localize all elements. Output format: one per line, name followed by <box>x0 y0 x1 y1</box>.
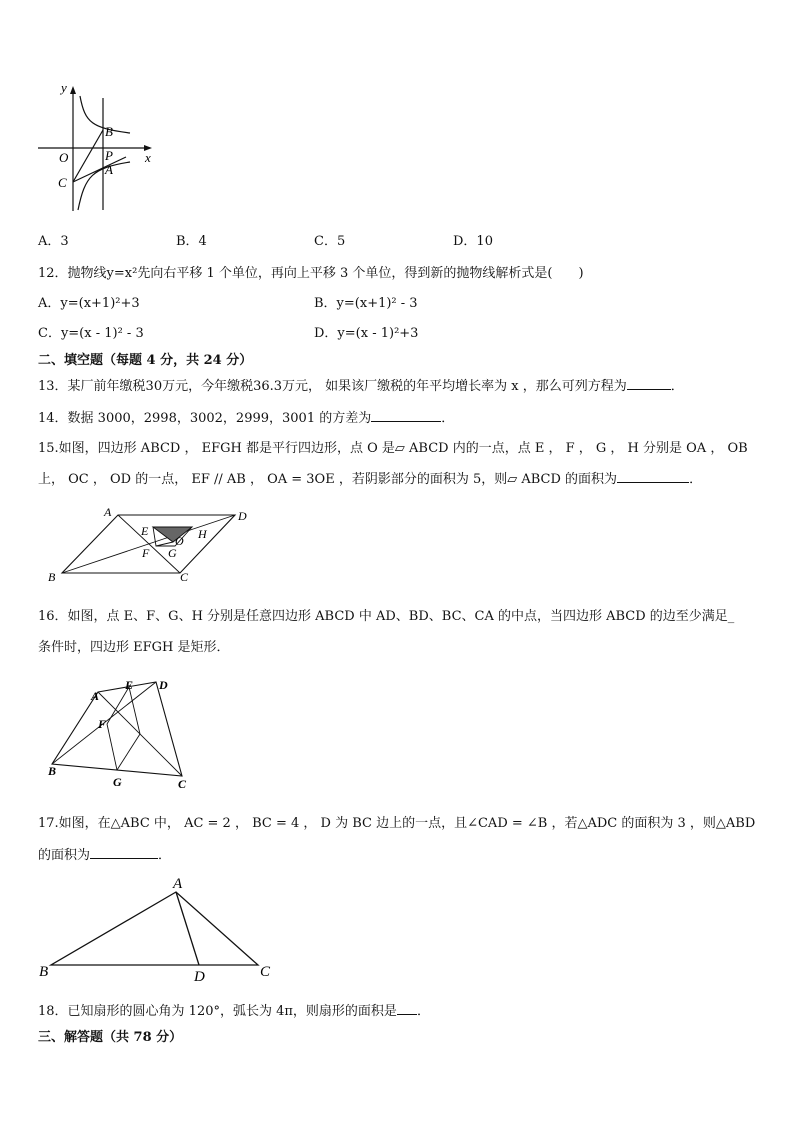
q17-figure <box>36 872 286 984</box>
section-answer-title: 三、解答题（共 78 分） <box>38 1030 183 1045</box>
q16-label-f: F <box>98 717 107 731</box>
q16-label-a: A <box>91 689 100 703</box>
q13-stem: 13．某厂前年缴税30万元，今年缴税36.3万元， 如果该厂缴税的年平均增长率为 x ，那么可列方程为 <box>38 379 627 394</box>
q17-label-d: D <box>194 969 205 984</box>
q15-label-e: E <box>141 524 149 538</box>
q13-answer-blank[interactable] <box>627 377 671 390</box>
q16-label-b: B <box>48 764 57 778</box>
q11-label-o: O <box>59 150 69 165</box>
q15-end: ． <box>689 472 703 487</box>
q16-label-c: C <box>178 777 187 791</box>
q17-stem-2: 的面积为 <box>38 848 91 863</box>
q11-label-x: x <box>145 150 151 165</box>
q15-line2 <box>38 468 702 487</box>
section-fill-in-title: 二、填空题（每题 4 分，共 24 分） <box>38 353 253 368</box>
q17-label-a: A <box>173 876 183 892</box>
q11-label-y: y <box>61 80 67 95</box>
q13-end: ． <box>670 379 684 394</box>
q14-end: ． <box>441 411 455 426</box>
q18-answer-blank[interactable] <box>397 1002 417 1015</box>
q11-option-d: D．10 <box>453 234 493 249</box>
q11-option-c: C．5 <box>314 234 346 249</box>
q11-label-a: A <box>105 162 113 177</box>
q11-option-b: B．4 <box>176 234 207 249</box>
q16-line1: 16．如图，点 E、F、G、H 分别是任意四边形 ABCD 中 AD、BD、BC、CA 的中点，当四边形 ABCD 的边至少满足_ <box>38 609 735 624</box>
q18-end: ． <box>416 1004 430 1019</box>
q18-stem: 18．已知扇形的圆心角为 120°，弧长为 4π，则扇形的面积是 <box>38 1004 397 1019</box>
q17-line2 <box>38 844 171 863</box>
q17-label-b: B <box>39 964 49 980</box>
q15-label-b: B <box>48 570 56 584</box>
q16-label-d: D <box>159 678 168 692</box>
q16-figure <box>40 672 200 792</box>
q17-answer-blank[interactable] <box>90 846 158 859</box>
q15-answer-blank[interactable] <box>617 470 689 483</box>
q15-label-c: C <box>180 570 189 584</box>
q16-label-e: E <box>125 678 134 692</box>
q17-line1: 17.如图，在△ABC 中， AC = 2 ， BC = 4 ， D 为 BC 边上的一点，且∠CAD = ∠B ，若△ADC 的面积为 3 ，则△ABD <box>38 816 756 831</box>
q12-option-d: D．y=(x - 1)²+3 <box>314 326 419 341</box>
q12-stem: 12．抛物线y=x²先向右平移 1 个单位，再向上平移 3 个单位，得到新的抛物线解析式是( ) <box>38 266 584 281</box>
q15-stem-2: 上， OC ， OD 的一点， EF // AB ， OA = 3OE ，若阴影部分的面积为 5，则▱ ABCD 的面积为 <box>38 472 618 487</box>
q16-line2: 条件时，四边形 EFGH 是矩形． <box>38 640 230 655</box>
q14-stem: 14．数据 3000，2998，3002，2999，3001 的方差为 <box>38 411 372 426</box>
q15-label-g: G <box>168 546 177 560</box>
q11-label-p: P <box>105 148 113 163</box>
q11-figure <box>30 78 165 218</box>
q15-line1: 15.如图，四边形 ABCD ， EFGH 都是平行四边形，点 O 是▱ ABCD 内的一点，点 E ， F ， G ， H 分别是 OA ， OB <box>38 441 748 456</box>
q17-end: ． <box>158 848 172 863</box>
q11-label-b: B <box>105 124 113 139</box>
q12-option-a: A．y=(x+1)²+3 <box>38 296 140 311</box>
q17-label-c: C <box>260 964 271 980</box>
q12-option-b: B．y=(x+1)² - 3 <box>314 296 418 311</box>
q15-label-o: O <box>175 534 184 548</box>
q15-label-d: D <box>238 509 247 523</box>
q15-label-h: H <box>198 527 207 541</box>
q15-label-f: F <box>142 546 150 560</box>
q14-answer-blank[interactable] <box>371 409 441 422</box>
q13-text <box>38 375 684 394</box>
q14-text <box>38 407 454 426</box>
q12-option-c: C．y=(x - 1)² - 3 <box>38 326 144 341</box>
q16-label-g: G <box>113 775 122 789</box>
q11-label-c: C <box>58 175 67 190</box>
q15-figure <box>40 500 260 590</box>
q15-label-a: A <box>104 505 112 519</box>
q18-text <box>38 1000 430 1019</box>
q11-option-a: A．3 <box>38 234 69 249</box>
